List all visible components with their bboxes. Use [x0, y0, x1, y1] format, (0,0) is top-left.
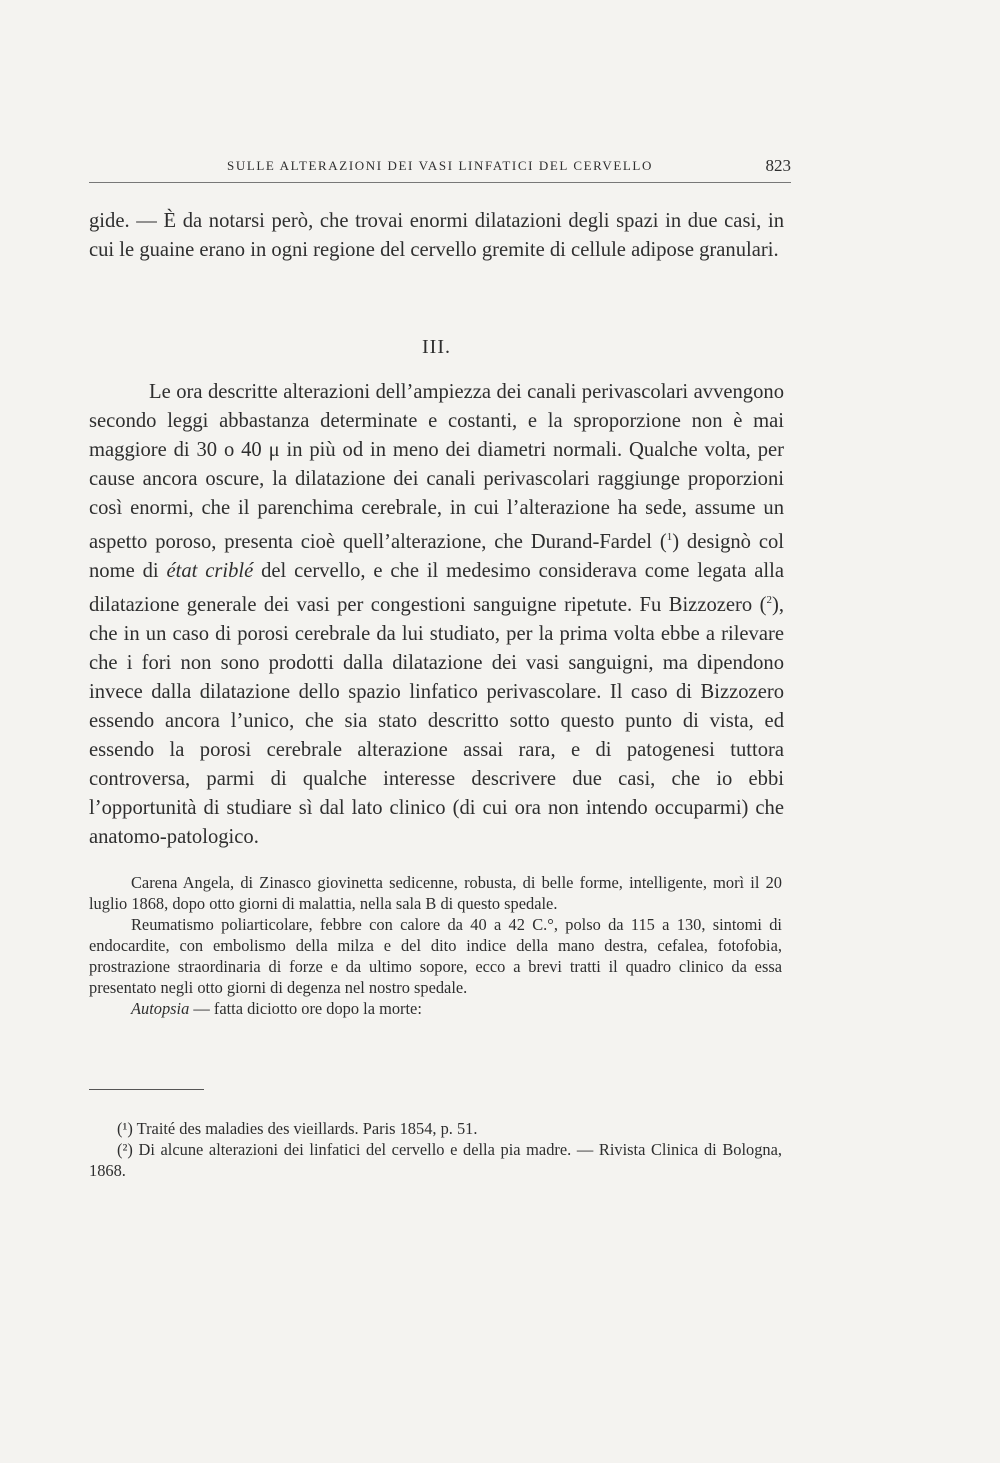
running-header [89, 158, 791, 183]
footnote [89, 1139, 782, 1181]
footnote-ref: 1 [666, 531, 673, 543]
footnote-rule [89, 1089, 204, 1090]
paragraph-text: gide. — È da notarsi però, che trovai enormi dilatazioni degli spazi in due casi, in cui le guaine erano in ogni regione del cervello gremite di cellule adipose granulari. [89, 210, 784, 261]
text-run: ) designò col nome di [89, 530, 784, 582]
case-paragraph: Carena Angela, di Zinasco giovinetta sedicenne, robusta, di belle forme, intelligente, morì il 20 luglio 1868, dopo otto giorni di malattia, nella sala B di questo spedale. [89, 873, 782, 913]
paragraph-main [89, 378, 784, 852]
autopsy-text: — fatta diciotto ore dopo la morte: [189, 999, 422, 1018]
italic-term: état criblé [166, 559, 254, 582]
case-report [89, 872, 782, 1019]
footnote-text: Di alcune alterazioni dei linfatici del cervello e della pia madre. — Rivista Clinica di Bologna, 1868. [89, 1140, 782, 1180]
text-run: Le ora descritte alterazioni dell’ampiezza dei canali perivascolari avvengono secondo leggi abbastanza determinate e costanti, e la sproporzione non è mai maggiore di 30 o 40 μ in più od in meno dei diametri normali. Qualche volta, per cause ancora oscure, la dilatazione dei canali perivascolari raggiunge proporzioni così enormi, che il parenchima cerebrale, in cui l’alterazione ha sede, assume un aspetto poroso, presenta cioè quell’alterazione, che Durand-Fardel ( [89, 381, 784, 553]
section-heading: III. [422, 336, 451, 358]
running-title: SULLE ALTERAZIONI DEI VASI LINFATICI DEL CERVELLO [227, 158, 653, 173]
paragraph-text [89, 378, 784, 852]
autopsy-label: Autopsia [131, 999, 190, 1018]
case-paragraph: Reumatismo poliarticolare, febbre con calore da 40 a 42 C.°, polso da 115 a 130, sintomi di endocardite, con embolismo della milza e del dito indice della mano destra, cefalea, fotofobia, prostrazione straordinaria di forze e da ultimo sopore, ecco a brevi tratti il quadro clinico da essa presentato negli otto giorni di degenza nel nostro spedale. [89, 915, 782, 997]
footnote-text: Traité des maladies des vieillards. Paris 1854, p. 51. [132, 1119, 478, 1138]
text-run: ), che in un caso di porosi cerebrale da lui studiato, per la prima volta ebbe a rilevare che i fori non sono prodotti dalla dilatazione dei vasi sanguigni, ma dipendono invece dalla dilatazione dello spazio linfatico perivascolare. Il caso di Bizzozero essendo ancora l’unico, che sia stato descritto sotto questo punto di vista, ed essendo la porosi cerebrale alterazione assai rara, e di patogenesi tuttora controversa, parmi di qualche interesse descrivere due casi, che io ebbi l’opportunità di studiare sì dal lato clinico (di cui ora non intendo occuparmi) che anatomo-patologico. [89, 593, 784, 848]
footnotes [89, 1118, 782, 1181]
text-run: del cervello, e che il medesimo considerava come legata alla dilatazione generale dei vasi per congestioni sanguigne ripetute. Fu Bizzozero ( [89, 559, 784, 616]
footnote-mark: (²) [117, 1140, 133, 1159]
page-number: 823 [765, 156, 791, 175]
case-paragraph [89, 998, 782, 1019]
footnote [89, 1118, 782, 1139]
paragraph-continued [89, 207, 784, 265]
footnote-ref: 2 [766, 593, 772, 606]
footnote-mark: (¹) [117, 1119, 133, 1138]
